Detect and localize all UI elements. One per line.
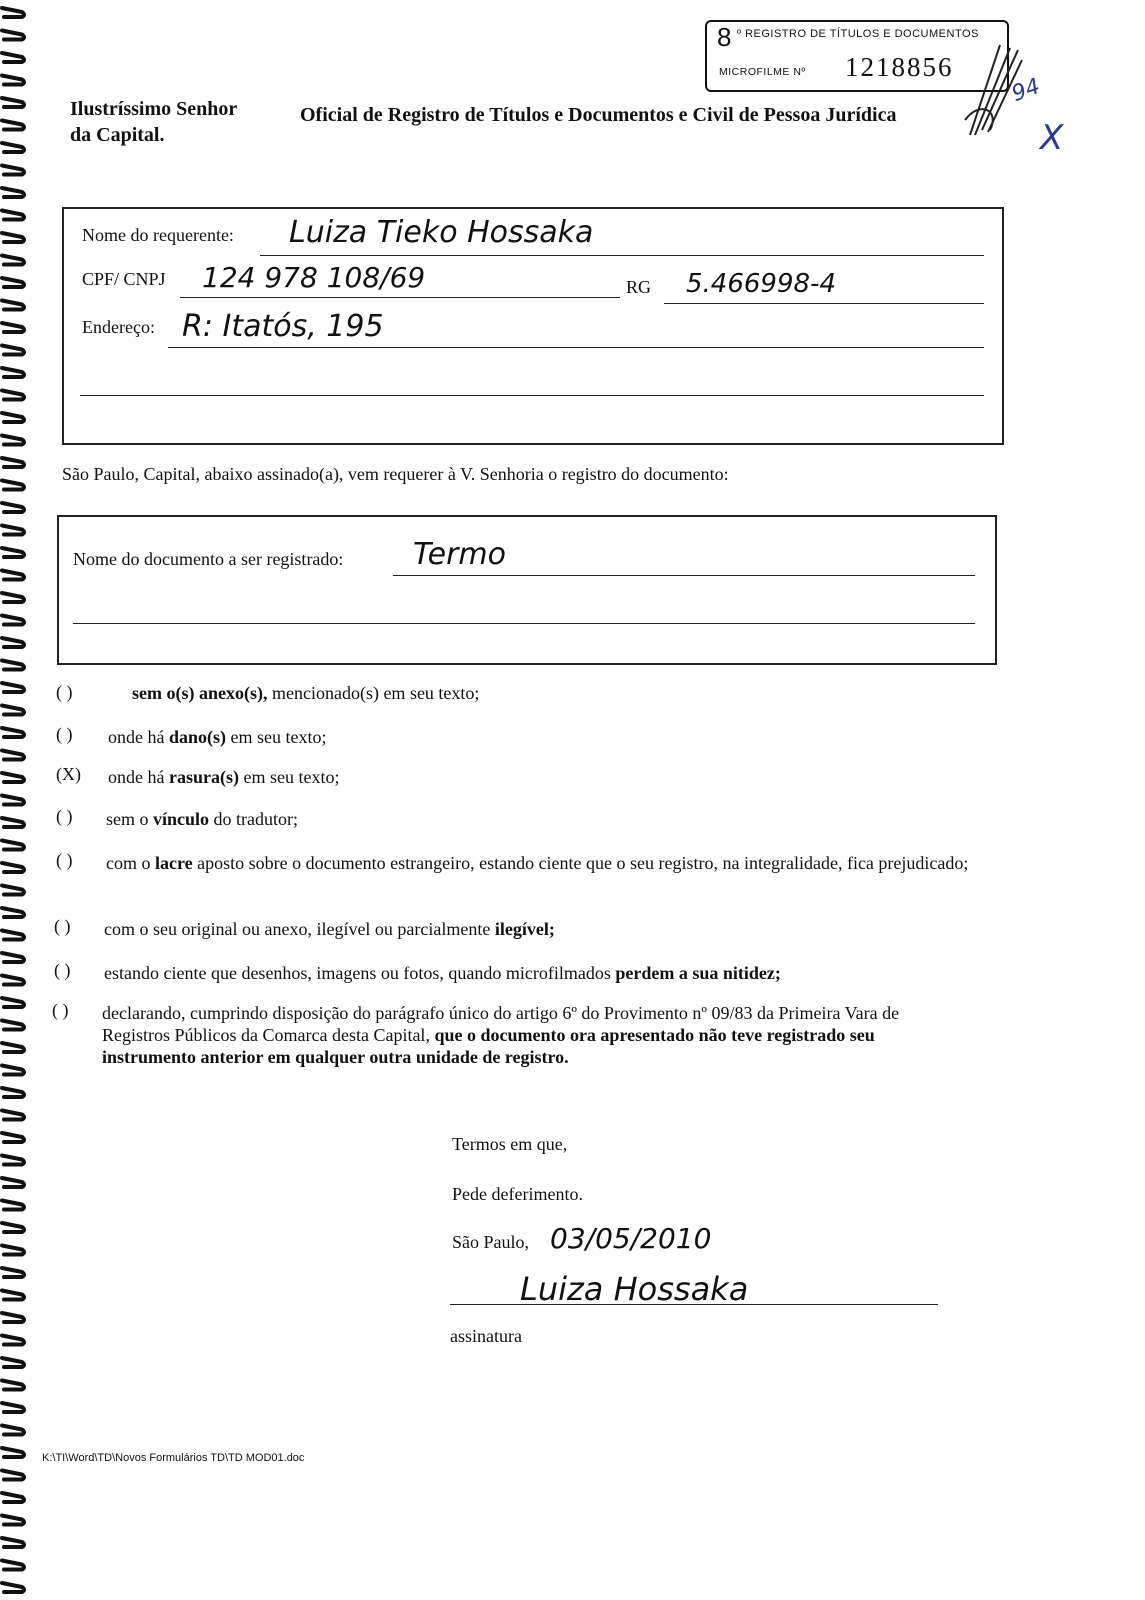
spiral-loop [2, 571, 24, 580]
spiral-loop [2, 706, 24, 715]
requester-name-line[interactable] [260, 255, 984, 256]
spiral-loop [2, 751, 24, 760]
address-value: R: Itatós, 195 [182, 309, 384, 344]
document-name-line-2[interactable] [73, 623, 975, 624]
signature: Luiza Hossaka [520, 1270, 749, 1308]
spiral-loop [2, 1111, 24, 1120]
address-label: Endereço: [82, 317, 155, 337]
spiral-loop [2, 8, 24, 17]
spiral-loop [2, 796, 24, 805]
option-checkbox[interactable]: ( ) [54, 960, 71, 980]
closing-line-2: Pede deferimento. [452, 1184, 583, 1204]
stamp-ordinal: 8 [717, 22, 732, 52]
spiral-loop [2, 548, 24, 557]
spiral-loop [2, 1471, 24, 1480]
spiral-loop [2, 976, 24, 985]
option-checkbox[interactable]: ( ) [56, 682, 73, 702]
spiral-loop [2, 53, 24, 62]
spiral-loop [2, 1358, 24, 1367]
document-name-value: Termo [413, 537, 506, 572]
spiral-loop [2, 1336, 24, 1345]
spiral-loop [2, 1448, 24, 1457]
spiral-loop [2, 458, 24, 467]
option-checkbox[interactable]: ( ) [56, 806, 73, 826]
spiral-loop [2, 526, 24, 535]
option-text: estando ciente que desenhos, imagens ou fotos, quando microfilmados perdem a sua nitidez; [104, 963, 781, 983]
spiral-loop [2, 233, 24, 242]
option-text: onde há rasura(s) em seu texto; [108, 767, 340, 787]
spiral-loop [2, 323, 24, 332]
option-text: sem o vínculo do tradutor; [106, 809, 298, 829]
salutation-line-2: da Capital. [70, 124, 165, 146]
spiral-loop [2, 481, 24, 490]
stamp-title: º REGISTRO DE TÍTULOS E DOCUMENTOS [737, 28, 979, 40]
cpf-label: CPF/ CNPJ [82, 269, 166, 289]
spiral-loop [2, 886, 24, 895]
rg-value: 5.466998-4 [686, 269, 836, 299]
spiral-loop [2, 1201, 24, 1210]
requester-name-value: Luiza Tieko Hossaka [289, 215, 594, 250]
signature-label: assinatura [450, 1326, 522, 1346]
microfilm-label: MICROFILME Nº [719, 66, 806, 78]
spiral-loop [2, 1156, 24, 1165]
spiral-loop [2, 638, 24, 647]
spiral-loop [2, 616, 24, 625]
option-text: onde há dano(s) em seu texto; [108, 727, 327, 747]
option-checkbox-checked[interactable]: (X) [56, 764, 81, 784]
spiral-loop [2, 31, 24, 40]
option-text: com o lacre aposto sobre o documento estrangeiro, estando ciente que o seu registro, na integralidade, fica prejudicado; [106, 853, 969, 873]
spiral-loop [2, 1043, 24, 1052]
microfilm-number: 1218856 [845, 52, 954, 82]
spiral-loop [2, 1178, 24, 1187]
spiral-loop [2, 818, 24, 827]
spiral-loop [2, 166, 24, 175]
spiral-loop [2, 211, 24, 220]
spiral-loop [2, 368, 24, 377]
spiral-loop [2, 1021, 24, 1030]
option-text: com o seu original ou anexo, ilegível ou parcialmente ilegível; [104, 919, 555, 939]
request-statement: São Paulo, Capital, abaixo assinado(a), vem requerer à V. Senhoria o registro do documento: [62, 464, 729, 484]
salutation-line-1: Ilustríssimo Senhor [70, 98, 238, 120]
spiral-loop [2, 143, 24, 152]
salutation [70, 96, 237, 148]
official-title: Oficial de Registro de Títulos e Documentos e Civil de Pessoa Jurídica [300, 104, 897, 126]
rg-label: RG [626, 277, 652, 297]
closing-line-1: Termos em que, [452, 1134, 568, 1154]
requester-box [62, 207, 1004, 445]
option-checkbox[interactable]: ( ) [56, 724, 73, 744]
spiral-loop [2, 436, 24, 445]
margin-page-number: 94 [1008, 73, 1044, 108]
spiral-loop [2, 1516, 24, 1525]
spiral-loop [2, 931, 24, 940]
file-path: K:\TI\Word\TD\Novos Formulários TD\TD MOD01.doc [42, 1452, 305, 1464]
option-checkbox[interactable]: ( ) [56, 850, 73, 870]
cpf-value: 124 978 108/69 [202, 261, 426, 294]
option-text: declarando, cumprindo disposição do parágrafo único do artigo 6º do Provimento nº 09/83 da Primeira Vara de Registros Públicos da Comarca desta Capital, que o documento ora apresentado não teve registrado seu instrumento anterior em qualquer outra unidade de registro. [102, 1003, 900, 1067]
spiral-loop [2, 1381, 24, 1390]
spiral-loop [2, 863, 24, 872]
cpf-line[interactable] [180, 297, 620, 298]
spiral-loop [2, 1133, 24, 1142]
spiral-loop [2, 1246, 24, 1255]
spiral-loop [2, 256, 24, 265]
spiral-loop [2, 998, 24, 1007]
spiral-loop [2, 683, 24, 692]
spiral-loop [2, 503, 24, 512]
spiral-loop [2, 413, 24, 422]
address-line-2[interactable] [80, 395, 984, 396]
spiral-loop [2, 908, 24, 917]
spiral-loop [2, 593, 24, 602]
spiral-loop [2, 301, 24, 310]
spiral-loop [2, 76, 24, 85]
spiral-loop [2, 278, 24, 287]
address-line[interactable] [168, 347, 984, 348]
closing-date: 03/05/2010 [550, 1222, 712, 1255]
spiral-loop [2, 841, 24, 850]
requester-name-label: Nome do requerente: [82, 225, 234, 245]
option-checkbox[interactable]: ( ) [54, 916, 71, 936]
spiral-loop [2, 1223, 24, 1232]
rg-line[interactable] [664, 303, 984, 304]
spiral-loop [2, 1561, 24, 1570]
spiral-loop [2, 1493, 24, 1502]
spiral-loop [2, 1583, 24, 1592]
spiral-binding [0, 0, 34, 1600]
spiral-loop [2, 1066, 24, 1075]
spiral-loop [2, 661, 24, 670]
option-text: sem o(s) anexo(s), mencionado(s) em seu texto; [132, 683, 480, 703]
spiral-loop [2, 346, 24, 355]
spiral-loop [2, 121, 24, 130]
spiral-loop [2, 1088, 24, 1097]
option-checkbox[interactable]: ( ) [52, 1000, 69, 1020]
spiral-loop [2, 728, 24, 737]
margin-initial: X [1040, 118, 1064, 158]
spiral-loop [2, 1268, 24, 1277]
spiral-loop [2, 1291, 24, 1300]
closing-city: São Paulo, [452, 1232, 530, 1252]
document-name-label: Nome do documento a ser registrado: [73, 549, 344, 569]
document-box [57, 515, 997, 665]
spiral-loop [2, 1403, 24, 1412]
spiral-loop [2, 391, 24, 400]
spiral-loop [2, 98, 24, 107]
document-name-line[interactable] [393, 575, 975, 576]
spiral-loop [2, 1538, 24, 1547]
spiral-loop [2, 1313, 24, 1322]
spiral-loop [2, 1426, 24, 1435]
signature-line[interactable] [450, 1304, 938, 1305]
spiral-loop [2, 953, 24, 962]
spiral-loop [2, 773, 24, 782]
spiral-loop [2, 188, 24, 197]
